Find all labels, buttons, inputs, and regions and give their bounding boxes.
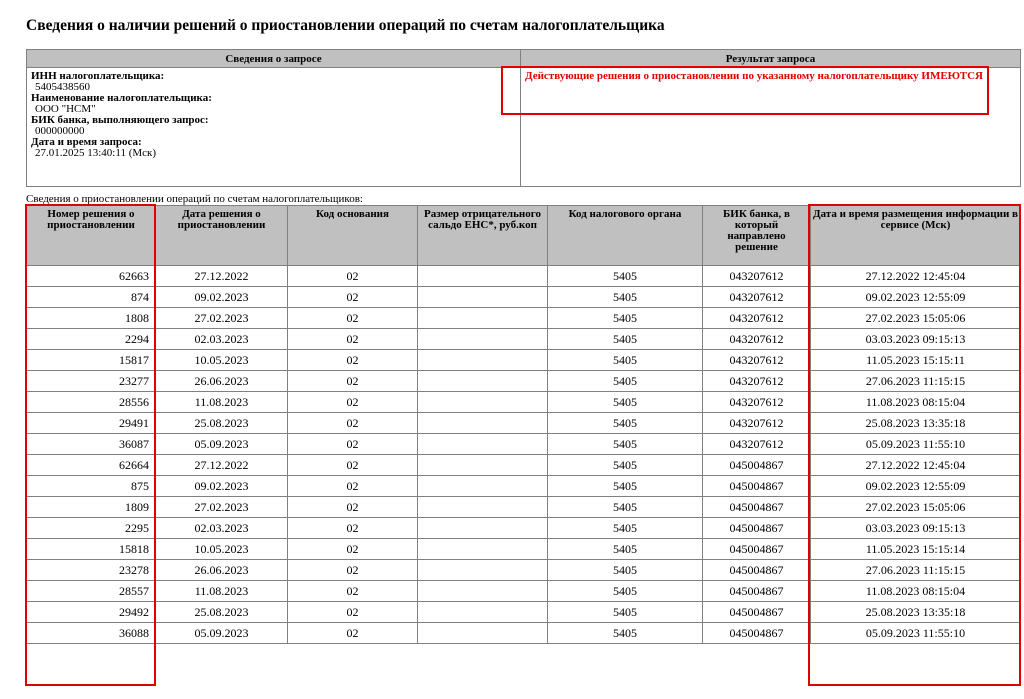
decision-date-cell: 10.05.2023 <box>156 539 288 560</box>
posted-datetime-cell: 11.08.2023 08:15:04 <box>811 392 1021 413</box>
column-header-decision-number: Номер решения о приостановлении <box>27 206 156 266</box>
table-row <box>27 476 1021 497</box>
request-info-table <box>26 49 1021 187</box>
negative-balance-cell <box>418 308 548 329</box>
basis-code-cell: 02 <box>288 560 418 581</box>
table-caption: Сведения о приостановлении операций по счетам налогоплательщиков: <box>26 193 363 205</box>
negative-balance-cell <box>418 623 548 644</box>
tax-office-code-cell: 5405 <box>548 602 703 623</box>
posted-datetime-cell: 11.05.2023 15:15:11 <box>811 350 1021 371</box>
table-row <box>27 266 1021 287</box>
decision-date-cell: 27.02.2023 <box>156 308 288 329</box>
decision-number-cell: 1809 <box>27 497 156 518</box>
basis-code-cell: 02 <box>288 497 418 518</box>
negative-balance-cell <box>418 329 548 350</box>
bank-bik-cell: 043207612 <box>703 350 811 371</box>
table-row <box>27 287 1021 308</box>
table-row <box>27 539 1021 560</box>
decision-date-cell: 05.09.2023 <box>156 623 288 644</box>
inn-value: 5405438560 <box>35 81 90 93</box>
basis-code-cell: 02 <box>288 602 418 623</box>
decision-number-cell: 23277 <box>27 371 156 392</box>
negative-balance-cell <box>418 560 548 581</box>
posted-datetime-cell: 05.09.2023 11:55:10 <box>811 434 1021 455</box>
decision-date-cell: 02.03.2023 <box>156 329 288 350</box>
negative-balance-cell <box>418 392 548 413</box>
bank-bik-cell: 043207612 <box>703 434 811 455</box>
taxpayer-name-label: Наименование налогоплательщика: <box>31 92 212 104</box>
decision-date-cell: 11.08.2023 <box>156 581 288 602</box>
table-row <box>27 350 1021 371</box>
bank-bik-cell: 045004867 <box>703 497 811 518</box>
tax-office-code-cell: 5405 <box>548 623 703 644</box>
basis-code-cell: 02 <box>288 434 418 455</box>
column-header-decision-date: Дата решения о приостановлении <box>156 206 288 266</box>
page-title: Сведения о наличии решений о приостановлении операций по счетам налогоплательщика <box>26 17 665 34</box>
table-row <box>27 413 1021 434</box>
posted-datetime-cell: 27.06.2023 11:15:15 <box>811 560 1021 581</box>
table-row <box>27 329 1021 350</box>
tax-office-code-cell: 5405 <box>548 266 703 287</box>
negative-balance-cell <box>418 518 548 539</box>
bank-bik-cell: 043207612 <box>703 308 811 329</box>
decision-number-cell: 28557 <box>27 581 156 602</box>
bank-bik-cell: 045004867 <box>703 623 811 644</box>
negative-balance-cell <box>418 539 548 560</box>
decision-number-cell: 62663 <box>27 266 156 287</box>
bank-bik-cell: 043207612 <box>703 287 811 308</box>
decision-number-cell: 36088 <box>27 623 156 644</box>
posted-datetime-cell: 27.02.2023 15:05:06 <box>811 497 1021 518</box>
tax-office-code-cell: 5405 <box>548 434 703 455</box>
decision-date-cell: 27.02.2023 <box>156 497 288 518</box>
request-result-cell <box>521 68 1021 187</box>
basis-code-cell: 02 <box>288 308 418 329</box>
posted-datetime-cell: 11.05.2023 15:15:14 <box>811 539 1021 560</box>
bank-bik-label: БИК банка, выполняющего запрос: <box>31 114 209 126</box>
basis-code-cell: 02 <box>288 413 418 434</box>
basis-code-cell: 02 <box>288 371 418 392</box>
table-row <box>27 497 1021 518</box>
bank-bik-value: 000000000 <box>35 125 85 137</box>
table-row <box>27 455 1021 476</box>
negative-balance-cell <box>418 455 548 476</box>
table-row <box>27 581 1021 602</box>
bank-bik-cell: 045004867 <box>703 455 811 476</box>
column-header-tax-office-code: Код налогового органа <box>548 206 703 266</box>
decision-number-cell: 62664 <box>27 455 156 476</box>
negative-balance-cell <box>418 581 548 602</box>
column-header-bank-bik: БИК банка, в который направлено решение <box>703 206 811 266</box>
decision-date-cell: 27.12.2022 <box>156 455 288 476</box>
taxpayer-name-value: ООО "НСМ" <box>35 103 96 115</box>
request-datetime-value: 27.01.2025 13:40:11 (Мск) <box>35 147 157 159</box>
table-row <box>27 560 1021 581</box>
bank-bik-cell: 045004867 <box>703 560 811 581</box>
tax-office-code-cell: 5405 <box>548 308 703 329</box>
decision-number-cell: 29491 <box>27 413 156 434</box>
posted-datetime-cell: 11.08.2023 08:15:04 <box>811 581 1021 602</box>
request-result-header: Результат запроса <box>521 50 1021 68</box>
decision-number-cell: 23278 <box>27 560 156 581</box>
decision-date-cell: 02.03.2023 <box>156 518 288 539</box>
bank-bik-cell: 045004867 <box>703 602 811 623</box>
tax-office-code-cell: 5405 <box>548 560 703 581</box>
table-row <box>27 434 1021 455</box>
posted-datetime-cell: 27.12.2022 12:45:04 <box>811 455 1021 476</box>
suspensions-table <box>26 205 1021 644</box>
table-body <box>27 266 1021 644</box>
bank-bik-cell: 045004867 <box>703 581 811 602</box>
tax-office-code-cell: 5405 <box>548 497 703 518</box>
decision-date-cell: 26.06.2023 <box>156 560 288 581</box>
posted-datetime-cell: 27.12.2022 12:45:04 <box>811 266 1021 287</box>
bank-bik-cell: 043207612 <box>703 329 811 350</box>
inn-label: ИНН налогоплательщика: <box>31 70 165 82</box>
decision-number-cell: 29492 <box>27 602 156 623</box>
basis-code-cell: 02 <box>288 350 418 371</box>
posted-datetime-cell: 03.03.2023 09:15:13 <box>811 329 1021 350</box>
basis-code-cell: 02 <box>288 581 418 602</box>
decision-number-cell: 15817 <box>27 350 156 371</box>
tax-office-code-cell: 5405 <box>548 371 703 392</box>
bank-bik-cell: 043207612 <box>703 413 811 434</box>
negative-balance-cell <box>418 434 548 455</box>
bank-bik-cell: 043207612 <box>703 266 811 287</box>
tax-office-code-cell: 5405 <box>548 518 703 539</box>
column-header-negative-balance: Размер отрицательного сальдо ЕНС*, руб.коп <box>418 206 548 266</box>
negative-balance-cell <box>418 287 548 308</box>
decision-date-cell: 27.12.2022 <box>156 266 288 287</box>
request-info-cell <box>27 68 521 187</box>
decision-number-cell: 15818 <box>27 539 156 560</box>
bank-bik-cell: 045004867 <box>703 539 811 560</box>
bank-bik-cell: 043207612 <box>703 392 811 413</box>
decision-date-cell: 26.06.2023 <box>156 371 288 392</box>
basis-code-cell: 02 <box>288 287 418 308</box>
basis-code-cell: 02 <box>288 329 418 350</box>
table-header-row <box>27 206 1021 266</box>
negative-balance-cell <box>418 371 548 392</box>
decision-number-cell: 28556 <box>27 392 156 413</box>
decision-date-cell: 25.08.2023 <box>156 413 288 434</box>
negative-balance-cell <box>418 476 548 497</box>
decision-date-cell: 25.08.2023 <box>156 602 288 623</box>
decision-date-cell: 10.05.2023 <box>156 350 288 371</box>
table-row <box>27 623 1021 644</box>
tax-office-code-cell: 5405 <box>548 476 703 497</box>
tax-office-code-cell: 5405 <box>548 413 703 434</box>
posted-datetime-cell: 09.02.2023 12:55:09 <box>811 476 1021 497</box>
tax-office-code-cell: 5405 <box>548 539 703 560</box>
decision-date-cell: 09.02.2023 <box>156 476 288 497</box>
result-message: Действующие решения о приостановлении по указанному налогоплательщику ИМЕЮТСЯ <box>525 70 984 82</box>
tax-office-code-cell: 5405 <box>548 287 703 308</box>
posted-datetime-cell: 09.02.2023 12:55:09 <box>811 287 1021 308</box>
request-datetime-label: Дата и время запроса: <box>31 136 142 148</box>
basis-code-cell: 02 <box>288 623 418 644</box>
tax-office-code-cell: 5405 <box>548 392 703 413</box>
posted-datetime-cell: 03.03.2023 09:15:13 <box>811 518 1021 539</box>
posted-datetime-cell: 27.02.2023 15:05:06 <box>811 308 1021 329</box>
negative-balance-cell <box>418 266 548 287</box>
decision-number-cell: 875 <box>27 476 156 497</box>
decision-date-cell: 11.08.2023 <box>156 392 288 413</box>
table-row <box>27 392 1021 413</box>
decision-number-cell: 1808 <box>27 308 156 329</box>
request-info-header: Сведения о запросе <box>27 50 521 68</box>
decision-number-cell: 2295 <box>27 518 156 539</box>
table-row <box>27 371 1021 392</box>
decision-date-cell: 09.02.2023 <box>156 287 288 308</box>
posted-datetime-cell: 25.08.2023 13:35:18 <box>811 413 1021 434</box>
column-header-posted-datetime: Дата и время размещения информации в сервисе (Мск) <box>811 206 1021 266</box>
basis-code-cell: 02 <box>288 455 418 476</box>
negative-balance-cell <box>418 602 548 623</box>
bank-bik-cell: 045004867 <box>703 476 811 497</box>
tax-office-code-cell: 5405 <box>548 329 703 350</box>
tax-office-code-cell: 5405 <box>548 455 703 476</box>
posted-datetime-cell: 27.06.2023 11:15:15 <box>811 371 1021 392</box>
posted-datetime-cell: 05.09.2023 11:55:10 <box>811 623 1021 644</box>
decision-number-cell: 874 <box>27 287 156 308</box>
basis-code-cell: 02 <box>288 539 418 560</box>
bank-bik-cell: 045004867 <box>703 518 811 539</box>
negative-balance-cell <box>418 413 548 434</box>
basis-code-cell: 02 <box>288 266 418 287</box>
posted-datetime-cell: 25.08.2023 13:35:18 <box>811 602 1021 623</box>
table-row <box>27 308 1021 329</box>
basis-code-cell: 02 <box>288 392 418 413</box>
negative-balance-cell <box>418 350 548 371</box>
basis-code-cell: 02 <box>288 476 418 497</box>
bank-bik-cell: 043207612 <box>703 371 811 392</box>
decision-date-cell: 05.09.2023 <box>156 434 288 455</box>
decision-number-cell: 2294 <box>27 329 156 350</box>
basis-code-cell: 02 <box>288 518 418 539</box>
decision-number-cell: 36087 <box>27 434 156 455</box>
tax-office-code-cell: 5405 <box>548 581 703 602</box>
table-row <box>27 602 1021 623</box>
column-header-basis-code: Код основания <box>288 206 418 266</box>
negative-balance-cell <box>418 497 548 518</box>
tax-office-code-cell: 5405 <box>548 350 703 371</box>
table-row <box>27 518 1021 539</box>
